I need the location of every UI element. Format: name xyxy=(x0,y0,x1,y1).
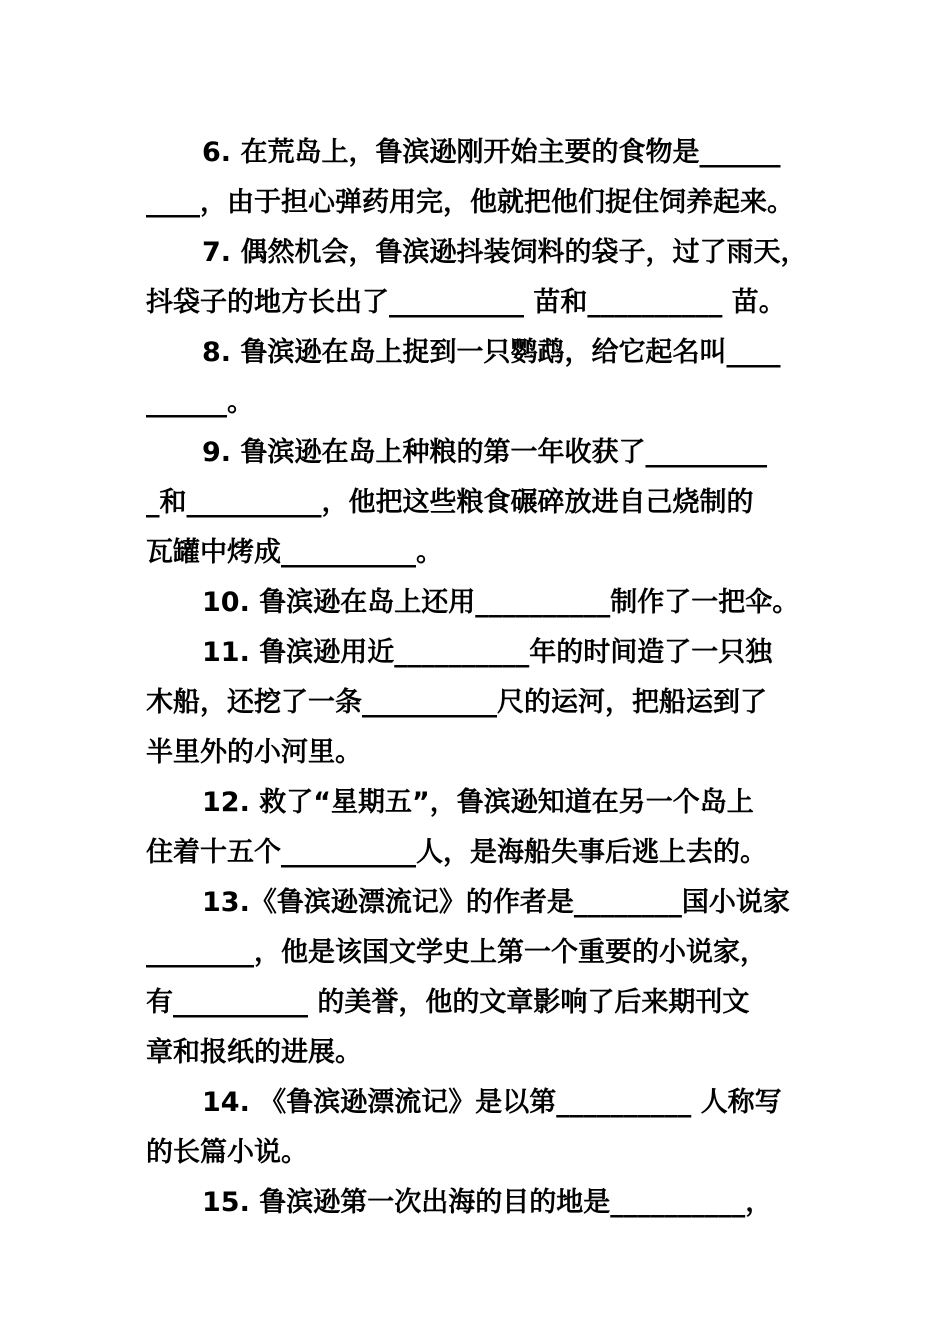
question-line: 8. 鲁滨逊在岛上捉到一只鹦鹉，给它起名叫____ xyxy=(202,337,781,368)
question-line: _和__________，他把这些粮食碾碎放进自己烧制的 xyxy=(146,487,754,518)
question-line: 的长篇小说。 xyxy=(146,1137,308,1168)
question-line: 6. 在荒岛上，鲁滨逊刚开始主要的食物是______ xyxy=(202,137,781,168)
question-7 xyxy=(146,228,822,328)
question-line: 抖袋子的地方长出了__________ 苗和__________ 苗。 xyxy=(146,287,786,318)
question-10 xyxy=(146,578,822,628)
question-line: 13.《鲁滨逊漂流记》的作者是________国小说家 xyxy=(202,887,790,918)
question-line: 瓦罐中烤成__________。 xyxy=(146,537,443,568)
question-line: 15. 鲁滨逊第一次出海的目的地是__________， xyxy=(202,1187,773,1218)
question-line: 有__________ 的美誉，他的文章影响了后来期刊文 xyxy=(146,987,750,1018)
question-14 xyxy=(146,1078,822,1178)
question-15 xyxy=(146,1178,822,1228)
question-line: 半里外的小河里。 xyxy=(146,737,362,768)
question-line: 章和报纸的进展。 xyxy=(146,1037,362,1068)
question-line: 木船，还挖了一条__________尺的运河，把船运到了 xyxy=(146,687,767,718)
question-11 xyxy=(146,628,822,778)
question-line: ____，由于担心弹药用完，他就把他们捉住饲养起来。 xyxy=(146,187,794,218)
question-line: ______。 xyxy=(146,387,254,418)
question-list xyxy=(146,128,822,1228)
question-line: 12. 救了“星期五”，鲁滨逊知道在另一个岛上 xyxy=(202,787,754,818)
question-line: ________，他是该国文学史上第一个重要的小说家， xyxy=(146,937,767,968)
question-line: 10. 鲁滨逊在岛上还用__________制作了一把伞。 xyxy=(202,587,800,618)
question-line: 9. 鲁滨逊在岛上种粮的第一年收获了_________ xyxy=(202,437,767,468)
question-12 xyxy=(146,778,822,878)
question-13 xyxy=(146,878,822,1078)
question-line: 11. 鲁滨逊用近__________年的时间造了一只独 xyxy=(202,637,773,668)
question-6 xyxy=(146,128,822,228)
question-8 xyxy=(146,328,822,428)
question-9 xyxy=(146,428,822,578)
question-line: 14. 《鲁滨逊漂流记》是以第__________ 人称写 xyxy=(202,1087,782,1118)
question-line: 7. 偶然机会，鲁滨逊抖装饲料的袋子，过了雨天， xyxy=(202,237,808,268)
question-line: 住着十五个__________人，是海船失事后逃上去的。 xyxy=(146,837,767,868)
